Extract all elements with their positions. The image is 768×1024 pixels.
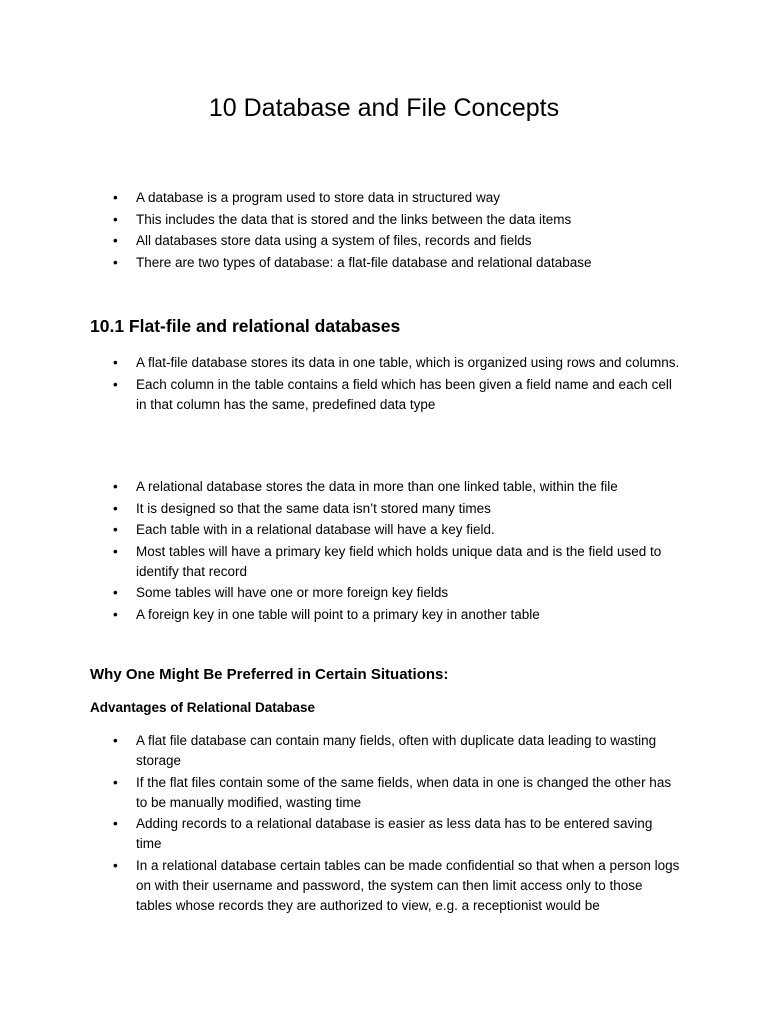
- bullet-icon: •: [113, 500, 118, 516]
- list-item: • A flat file database can contain many fields, often with duplicate data leading to wasting storage: [113, 733, 657, 768]
- list-item: • A flat-file database stores its data in one table, which is organized using rows and columns.: [0, 353, 768, 373]
- bullet-icon: •: [113, 376, 118, 392]
- bullet-icon: •: [113, 733, 118, 748]
- bullet-icon: •: [113, 211, 118, 227]
- section-heading-flat-file-relational: 10.1 Flat-file and relational databases: [90, 316, 401, 336]
- intro-bullet-list: [0, 188, 768, 274]
- list-item: • Adding records to a relational database is easier as less data has to be entered saving time: [113, 816, 653, 851]
- bullet-icon: •: [113, 355, 118, 370]
- subheading-advantages-relational: Advantages of Relational Database: [90, 700, 316, 715]
- section-heading-preferred-situations: Why One Might Be Preferred in Certain Situations:: [90, 666, 449, 683]
- list-item: • Some tables will have one or more foreign key fields: [0, 583, 768, 603]
- bullet-icon: •: [113, 522, 118, 537]
- list-item: • It is designed so that the same data isn’t stored many times: [0, 499, 768, 519]
- list-item: • All databases store data using a system of files, records and fields: [0, 231, 768, 251]
- bullet-icon: •: [113, 254, 118, 270]
- page-title: 10 Database and File Concepts: [208, 94, 560, 122]
- bullet-icon: •: [113, 543, 118, 559]
- list-item: • A relational database stores the data in more than one linked table, within the file: [0, 477, 768, 497]
- bullet-icon: •: [113, 190, 118, 205]
- bullet-icon: •: [113, 479, 118, 494]
- list-item: • Each column in the table contains a field which has been given a field name and each cell in that column has the same, predefined data type: [113, 376, 672, 412]
- list-item: • Each table with in a relational database will have a key field.: [0, 520, 768, 540]
- advantages-bullet-list: [0, 731, 768, 917]
- relational-bullet-list: [0, 477, 768, 626]
- bullet-icon: •: [113, 774, 118, 790]
- list-item: • In a relational database certain tables can be made confidential so that when a person logs on with their username and password, the system can then limit access only to those tables whose records they are authorized to view, e.g. a receptionist would be: [113, 857, 680, 913]
- flat-file-bullet-list: [0, 353, 768, 416]
- list-item: • A database is a program used to store data in structured way: [0, 188, 768, 208]
- list-item: • If the flat files contain some of the same fields, when data in one is changed the other has to be manually modified, wasting time: [113, 774, 672, 810]
- list-item: • Most tables will have a primary key field which holds unique data and is the field used to identify that record: [113, 543, 662, 579]
- bullet-icon: •: [113, 857, 118, 873]
- bullet-icon: •: [113, 233, 118, 248]
- list-item: • There are two types of database: a flat-file database and relational database: [0, 253, 768, 273]
- bullet-icon: •: [113, 606, 118, 622]
- list-item: • This includes the data that is stored and the links between the data items: [0, 210, 768, 230]
- bullet-icon: •: [113, 816, 118, 831]
- list-item: • A foreign key in one table will point to a primary key in another table: [0, 605, 768, 625]
- bullet-icon: •: [113, 585, 118, 600]
